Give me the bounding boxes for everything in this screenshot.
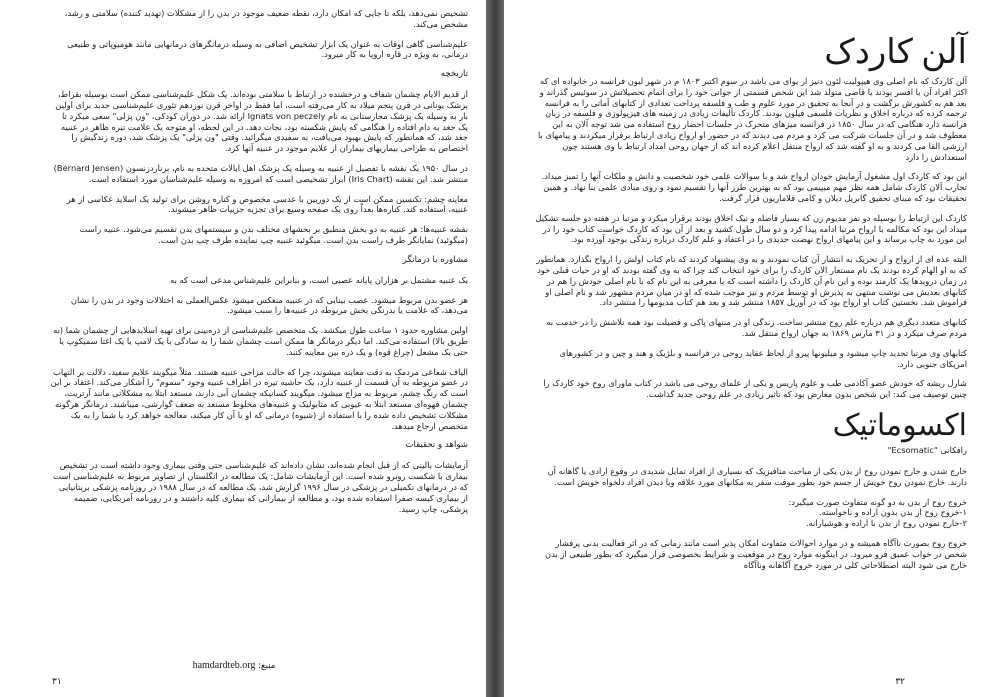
page-number-right: ۳۲	[895, 677, 905, 687]
right-column	[532, 76, 967, 400]
history-paragraph-1: از قدیم الایام چشمان شفاف و درخشنده در ارتباط با سلامتی بوده‌اند. یک شکل علیم‌شناسی ممکن است بوسیله بقراط، پزشک یونانی در قرن پنجم میلاد به کار می‌رفته است، اما فقط در اواخر قرن نوزدهم تئوری علیم‌شناسی جدید برای اولین بار به وسیله یک پزشک مجارستانی به نام Ignats von peczely ارائه شد. در دوران کودکی، "ون پزلی" سعی میکرد تا یک جغد به دام افتاده را هنگامی که پایش شکسته بود، نجات دهد. در این لحظه، او متوجه یک علامت تیره ظاهر در عنبیه جغد شد، که همانطور که پایش بهبود می‌یافت، به سفیدی میگرائید. وقتی "ون پزلی" یک پزشک شد، دوره زندگیش را اختصاص به طراحی بیماریهای بیماران از علایم موجود در عنبیه آنها کرد.	[55, 89, 468, 154]
right-page	[504, 0, 989, 697]
source-line	[0, 660, 468, 671]
page-number-left: ۳۱	[52, 677, 62, 687]
source-label: منبع:	[258, 661, 276, 671]
book-gutter	[486, 0, 504, 697]
ecso-paragraph-1: خارج شدن و خارج نمودن روح از بدن یکی از مباحث متافیزیک که بسیاری از افراد تمایل شدیدی در وقوع ارادی یا گاهانه آن دارند. خارج نمودن روح خویش از جسم خود بطور موقت سفر به مکانهای مورد علاقه ویا دیدن افراد دلخواه خویش است.	[547, 465, 967, 487]
kardec-paragraph-7: شارل ریشه که خودش عضو آکادمی طب و علوم پاریس و یکی از علمای روحی می باشد در کتاب ماورای روح خود کاردک را چنین توصیف می کند: این شخص بدون معارض بود که تاثیر زیادی در علم روحی جدید گذاشت.	[543, 378, 967, 400]
map-paragraph: نقشه عنبیه‌ها: هر عنبیه به دو بخش منطبق بر بخشهای مختلف بدن و سیستمهای بدن تقسیم می‌شود. عنبیه راست (میگوئید) نمایانگر طرف راست بدن است. میگوئید عنبیه چپ نماینده طرف چپ بدن است.	[79, 224, 468, 245]
section-title: اکسوماتیک	[832, 408, 967, 442]
evidence-heading: شواهد و تحقیقات	[405, 440, 468, 451]
consult-heading: مشاوره با درمانگر	[402, 254, 468, 265]
kardec-paragraph-3: کاردک این ارتباط را بوسیله دو نفر مدیوم زن که بسیار فاضله و نیک اخلاق بودند برقرار میکرد و مرتبا در هفته دو جلسه تشکیل میداد این بود که مکالمه با ارواح مرتبا ادامه پیدا کرد و دو سال طول کشید و بعد از آن بود که کاردک خواست کتاب خود را در این مورد به چاپ برساند و این پیامهای ارواح نهضت جدیدی را در اعتقاد و علم کاردک درباره زندگی بوجود آورده بود.	[535, 212, 967, 245]
ecso-paragraph-3: خروج روح بصورت ناآگاه همیشه و در موارد احوالات متفاوت امکان پذیر است مانند زمانی که در اثر فعالیت بدنی پرفشار شخص در خواب عمیق فرو میرود. در اینگونه موارد روح در موقعیت و شرایط بخصوصی قرار میگیرد که بطور طبیعی از بدن خارج می شود البته اصطلاحاتی کلی در مورد خروج آگاهانه وناآگاه	[545, 537, 967, 570]
consult-paragraph-2: هر عضو بدن مربوط میشود. عصب بینایی که در عنبیه منعکس میشود عکس‌العملی به اختلالات وجود در بدن را نشان می‌دهد، که علامت یا بدرنگی بخش مربوطه در عنبیه‌ها را سبب میشود.	[70, 294, 468, 316]
left-page	[0, 0, 486, 697]
kardec-paragraph-2: این بود که کاردک اول مشغول آزمایش خودان ارواح شد و با سوالات علمی خود شخصیت و دانش و ملکات آنها را تمیز میداد. تجارب آلان کاردک شامل همه نظر مهم میپیمی بود که به بهترین طرز آنها را تقسیم نمود و روی مبادی علمی بنا نهاد. و همین تحقیقات بود که مبنای تحقیق گابریل دیلان و کامی فلاماریون قرار گرفت.	[541, 171, 967, 203]
source-link[interactable]: hamdardteb.org	[192, 660, 256, 671]
left-column	[50, 8, 468, 514]
intro-paragraph-2: علیم‌شناسی گاهی اوقات به عنوان یک ابزار تشخیص اضافی به وسیله درمانگرهای درمانهایی مانند هومیوپاتی و طبیعی درمانی، به ویژه در قاره اروپا به کار میرود.	[67, 38, 468, 60]
ecsomatic-column	[532, 445, 967, 570]
history-heading: تاریخچه	[440, 69, 468, 80]
kardec-paragraph-5: کتابهای متعدد دیگری هم درباره علم روح منتشر ساخت. زندگی او در منتهای پاکی و فضیلت بود همه تلاشش را در خدمت به مردم صرف میکرد و در ۳۱ مارس ۱۸۶۹ به جهان ارواح منتقل شد.	[546, 317, 967, 338]
intro-paragraph-1: تشخیص نمی‌دهد، بلکه تا جایی که امکان دارد، نقطه ضعیف موجود در بدن را از مشکلات (تهدید کننده) سلامتی و رشد، مشخص می‌کند.	[64, 8, 468, 29]
kardec-paragraph-6: کتابهای وی مرتبا تجدید چاپ میشود و میلیونها پیرو از لحاظ عقاید روحی در فرانسه و بلژیک و هند و چین و در کشورهای امریکای جنوبی دارد.	[559, 347, 967, 369]
exam-paragraph: معاینه چشم: تکنسین ممکن است از یک دوربین با عدسی مخصوص و کناره روشن برای تولید یک اسلاید عکاسی از هر عنبیه، استفاده کند. کناره‌ها بعداً روی یک صفحه وسیع برای تجزیه جزییات ظاهر میشوند.	[66, 193, 468, 215]
consult-paragraph-4: الیاف شعاعی مردمک به دقت معاینه میشوند، چرا که حالت مزاجی عنبیه هستند. مثلاً میگویند علایم سفید، دلالت بر التهاب در عضو مربوطه به آن قسمت از عنبیه دارد، یک حاشیه تیره در اطراف عنبیه وجود "سموم" را آشکار می‌کند. اعتقاد بر این است که رنگ چشم، مربوط به مزاج میشود. میگویند کسانیکه چشمان آبی دارند، مستعد ابتلا به مشکلاتی مانند آرتریت، چشمان قهوه‌ای مستعد ابتلا به عیوبی که متابولیک و عنبیه‌های مخلوط مستعد به ضعف گوارشی، میباشند. درمانگر هرگونه مشکلات تشخیص داده شده را با استفاده از (شیوه) درمانی که او با آن کار میکند، معالجه خواهد کرد یا شما را به یک متخصص ارجاع میدهد.	[50, 366, 468, 431]
kardec-paragraph-1: آلن کاردک که نام اصلی وی هیپولیت لئون دنیز ار یوای می باشد در سوم اکتبر ۱۸۰۳ م در شهر لیون فرانسه در خانواده ای که اکثر افراد آن یا افسر بودند یا قاضی متولد شد این شخص قسمتی از جوانی خود را برای اتمام تحصیلاتش در سوئیس گذراند و بعد هم به کشورش برگشت و در آنجا به تحقیق در مورد علوم و طب و فلسفه پرداخت تعدادی از کتابهای آماتی را به فرانسه ترجمه کرده که درباره اخلاق و نظریات فلسفی فیلون بودند. کاردک تألیفات زیادی در زمینه های فیزیولوژی و فلسفه در زبان فرانسه دارد هنگامی که در سال ۱۸۵۰ در فرانسه میزهای متحرک در جلسات احضار روح استفاده می شد توجه آلان به این معطوف شد و در آن جلسات شرکت می کرد و مردم می دیدند که در حضور او ارواح زیادی ارتباط برقرار میکردند و پیامهای با ارزشی القا می کردند و به او گفته شد که ارواح منتقل اعلام کرده اند که از جهان روحی امداد ارتباط با وی هستند چون استعدادش را دارد	[538, 76, 967, 162]
article-title: آلن کاردک	[824, 34, 967, 71]
consult-paragraph-1: یک عنبیه مشتمل بر هزاران پایانه عصبی است، و بنابراین علیم‌شناس مدعی است که به	[170, 274, 468, 285]
evidence-paragraph: آزمایشات بالینی که از قبل انجام شده‌اند، نشان داده‌اند که علیم‌شناسی حتی وقتی بیماری وجود داشته است در تشخیص بیماری با شکست روبرو شده است. این آزمایشات شامل: یک مطالعه در انگلستان از تصاویر مربوط به علیم‌شناسی است که در درمانهای تکمیلی در پزشکی در سال ۱۹۹۶ گزارش شد، یک مطالعه که در سال ۱۹۸۸ در روزنامه پزشکی بریتانیایی از بیماری کیسه صفرا استفاده شده بود، و مطالعه از بیمارانی که بیماری کلیه داشتند و در روزنامه آمریکایی، ضمیمه پزشکی، چاپ رسید.	[53, 460, 468, 514]
ecso-paragraph-2: خروج روح از بدن به دو گونه متفاوت صورت میگیرد: ۱-خروج روح از بدن بدون اراده و ناخواسته. ۲-خارج نمودن روح از بدن با اراده و هوشیارانه.	[788, 496, 967, 529]
section-subtitle: رافکانی "Ecsomatic"	[887, 444, 967, 455]
consult-paragraph-3: اولین مشاوره حدود ۱ ساعت طول میکشد. یک متخصص علیم‌شناسی از ذره‌بینی برای تهیه اسلایدهایی از چشمان شما (به طریق بالا) استفاده می‌کند. اما دیگر درمانگر ها ممکن است چشمان شما را به سادگی با یک لامپ یا یک اغتا سمیکوپ یا حتی یک مشعل (چراغ قوه) و یک ذره بین معاینه کنند.	[53, 325, 468, 357]
history-paragraph-2: در سال ۱۹۵۰ یک نقشه با تفصیل از عنبیه به وسیله یک پزشک اهل ایالات متحده به نام، برناردزنسون (Bernard Jensen) منتشر شد. این نقشه (Iris Chart) ابراز تشخیصی است که امروزه به وسیله علیم‌شناسان مورد استفاده است.	[53, 162, 468, 184]
kardec-paragraph-4: البته عده ای از ارواح و از تحریک به انتشار آن کتاب نمودند و به وی پیشنهاد کردند که نام کتاب اولش را ارواح بگذارد. همانطور که به او الهام کرده بودند یک نام مستعار الان کاردک را برای خود انتخاب کند چرا که به وی گفته بودند که او در حیات قبلی خود در زمان درویدها یک کارمند بوده و این نام آن کاردک را داشته است که با معرفی به این نام که با نام اصلی خودش را هم در کتابهای بعدیش می نوشت منتهی به پذیرش او توسط مردم و نیز موجب شده که او در میان مردم مشهور شد و نام اصلی او فراموش شد. نخستین کتاب او ارواح بود که در آوریل ۱۸۵۷ منتشر شد و بعد هم کتاب مدیومها را منتشر داد.	[536, 254, 967, 308]
